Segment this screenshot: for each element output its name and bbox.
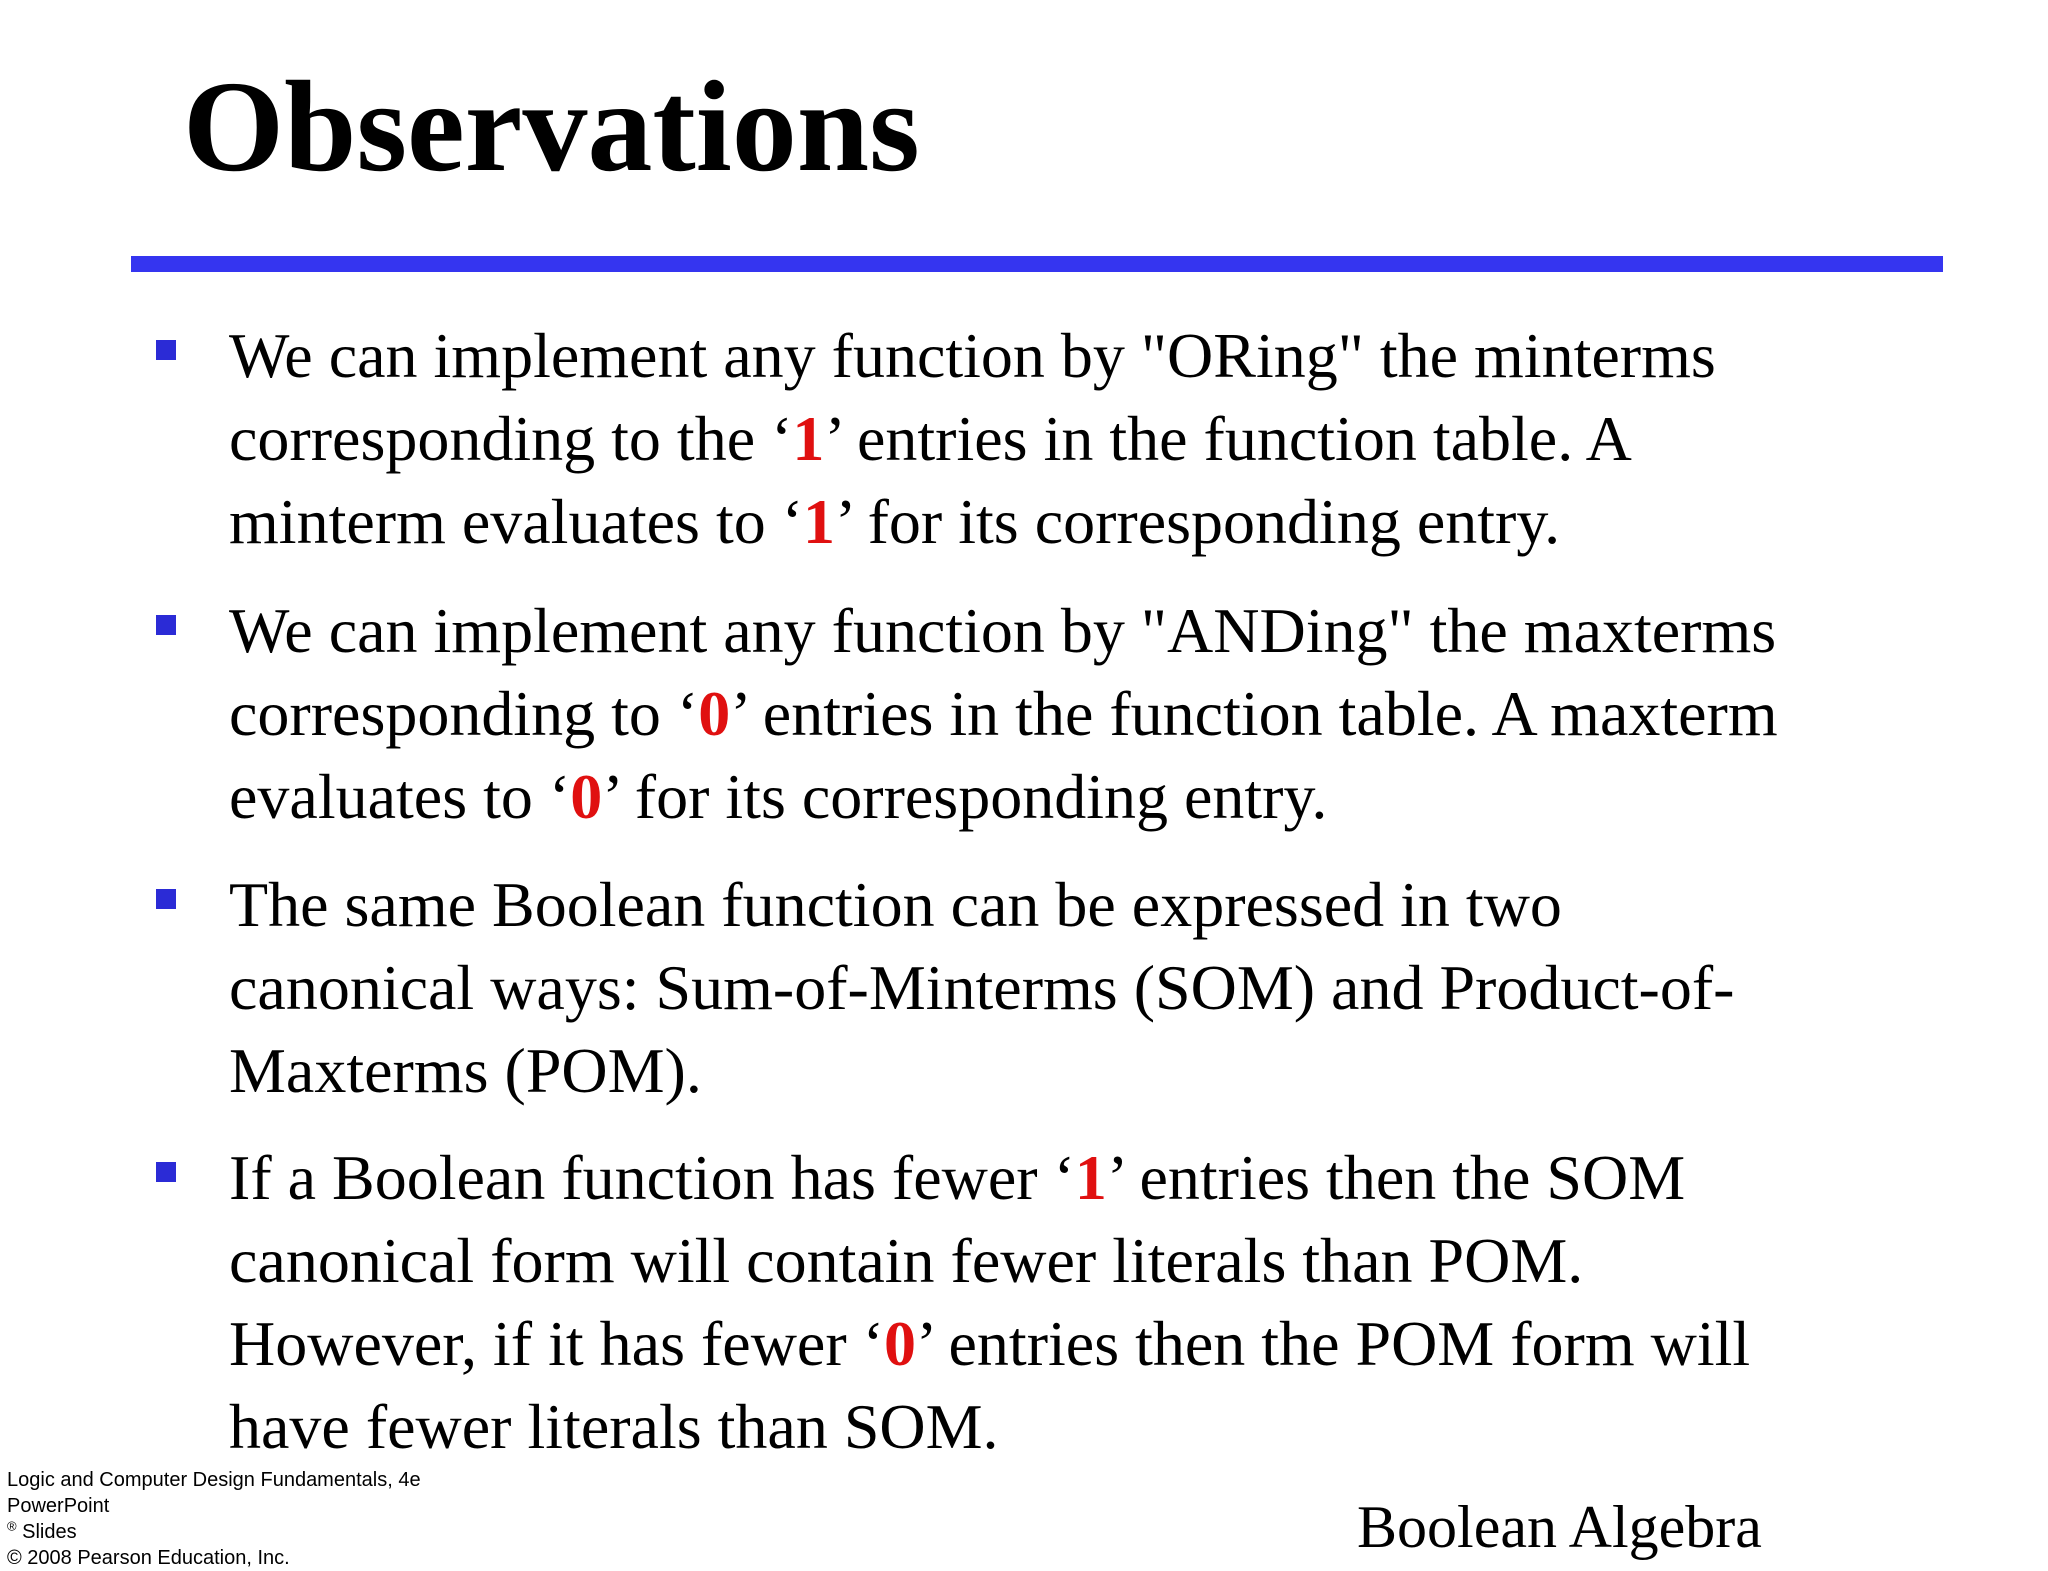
footer-book-title: Logic and Computer Design Fundamentals, 4e — [7, 1469, 421, 1491]
bullet-line: However, if it has fewer ‘0’ entries then the POM form will — [229, 1308, 1751, 1379]
bullet-line: corresponding to ‘0’ entries in the function table. A maxterm — [229, 678, 1778, 749]
square-bullet-icon — [156, 1162, 176, 1182]
bullet-line: If a Boolean function has fewer ‘1’ entries then the SOM — [229, 1142, 1686, 1213]
bullet-line: The same Boolean function can be expressed in two — [229, 869, 1562, 940]
footer-copyright: © 2008 Pearson Education, Inc. — [7, 1547, 290, 1569]
highlight-value: 0 — [698, 678, 731, 749]
bullet-line: minterm evaluates to ‘1’ for its corresponding entry. — [229, 486, 1561, 557]
bullet-line: canonical ways: Sum-of-Minterms (SOM) and Product-of- — [229, 952, 1735, 1023]
bullet-line: have fewer literals than SOM. — [229, 1391, 999, 1462]
chapter-label: Boolean Algebra — [1357, 1494, 1762, 1560]
registered-mark: ® — [7, 1518, 17, 1534]
bullet-item — [229, 863, 1949, 1112]
bullet-item — [229, 314, 1949, 563]
highlight-value: 0 — [883, 1308, 916, 1379]
bullet-line: We can implement any function by "ANDing" the maxterms — [229, 595, 1777, 666]
square-bullet-icon — [156, 889, 176, 909]
footer-credits — [7, 1467, 421, 1571]
title-divider — [131, 256, 1943, 272]
bullet-line: We can implement any function by "ORing" the minterms — [229, 320, 1716, 391]
slide-title: Observations — [183, 55, 920, 199]
highlight-value: 1 — [803, 486, 836, 557]
bullet-item — [229, 589, 1949, 838]
bullet-line: corresponding to the ‘1’ entries in the function table. A — [229, 403, 1632, 474]
highlight-value: 1 — [792, 403, 825, 474]
bullet-line: canonical form will contain fewer literals than POM. — [229, 1225, 1584, 1296]
footer-slides-line: PowerPoint ® Slides — [7, 1495, 110, 1543]
highlight-value: 1 — [1074, 1142, 1107, 1213]
bullet-item — [229, 1136, 1949, 1468]
bullet-line: evaluates to ‘0’ for its corresponding entry. — [229, 761, 1328, 832]
square-bullet-icon — [156, 615, 176, 635]
square-bullet-icon — [156, 340, 176, 360]
bullet-line: Maxterms (POM). — [229, 1035, 702, 1106]
highlight-value: 0 — [570, 761, 603, 832]
